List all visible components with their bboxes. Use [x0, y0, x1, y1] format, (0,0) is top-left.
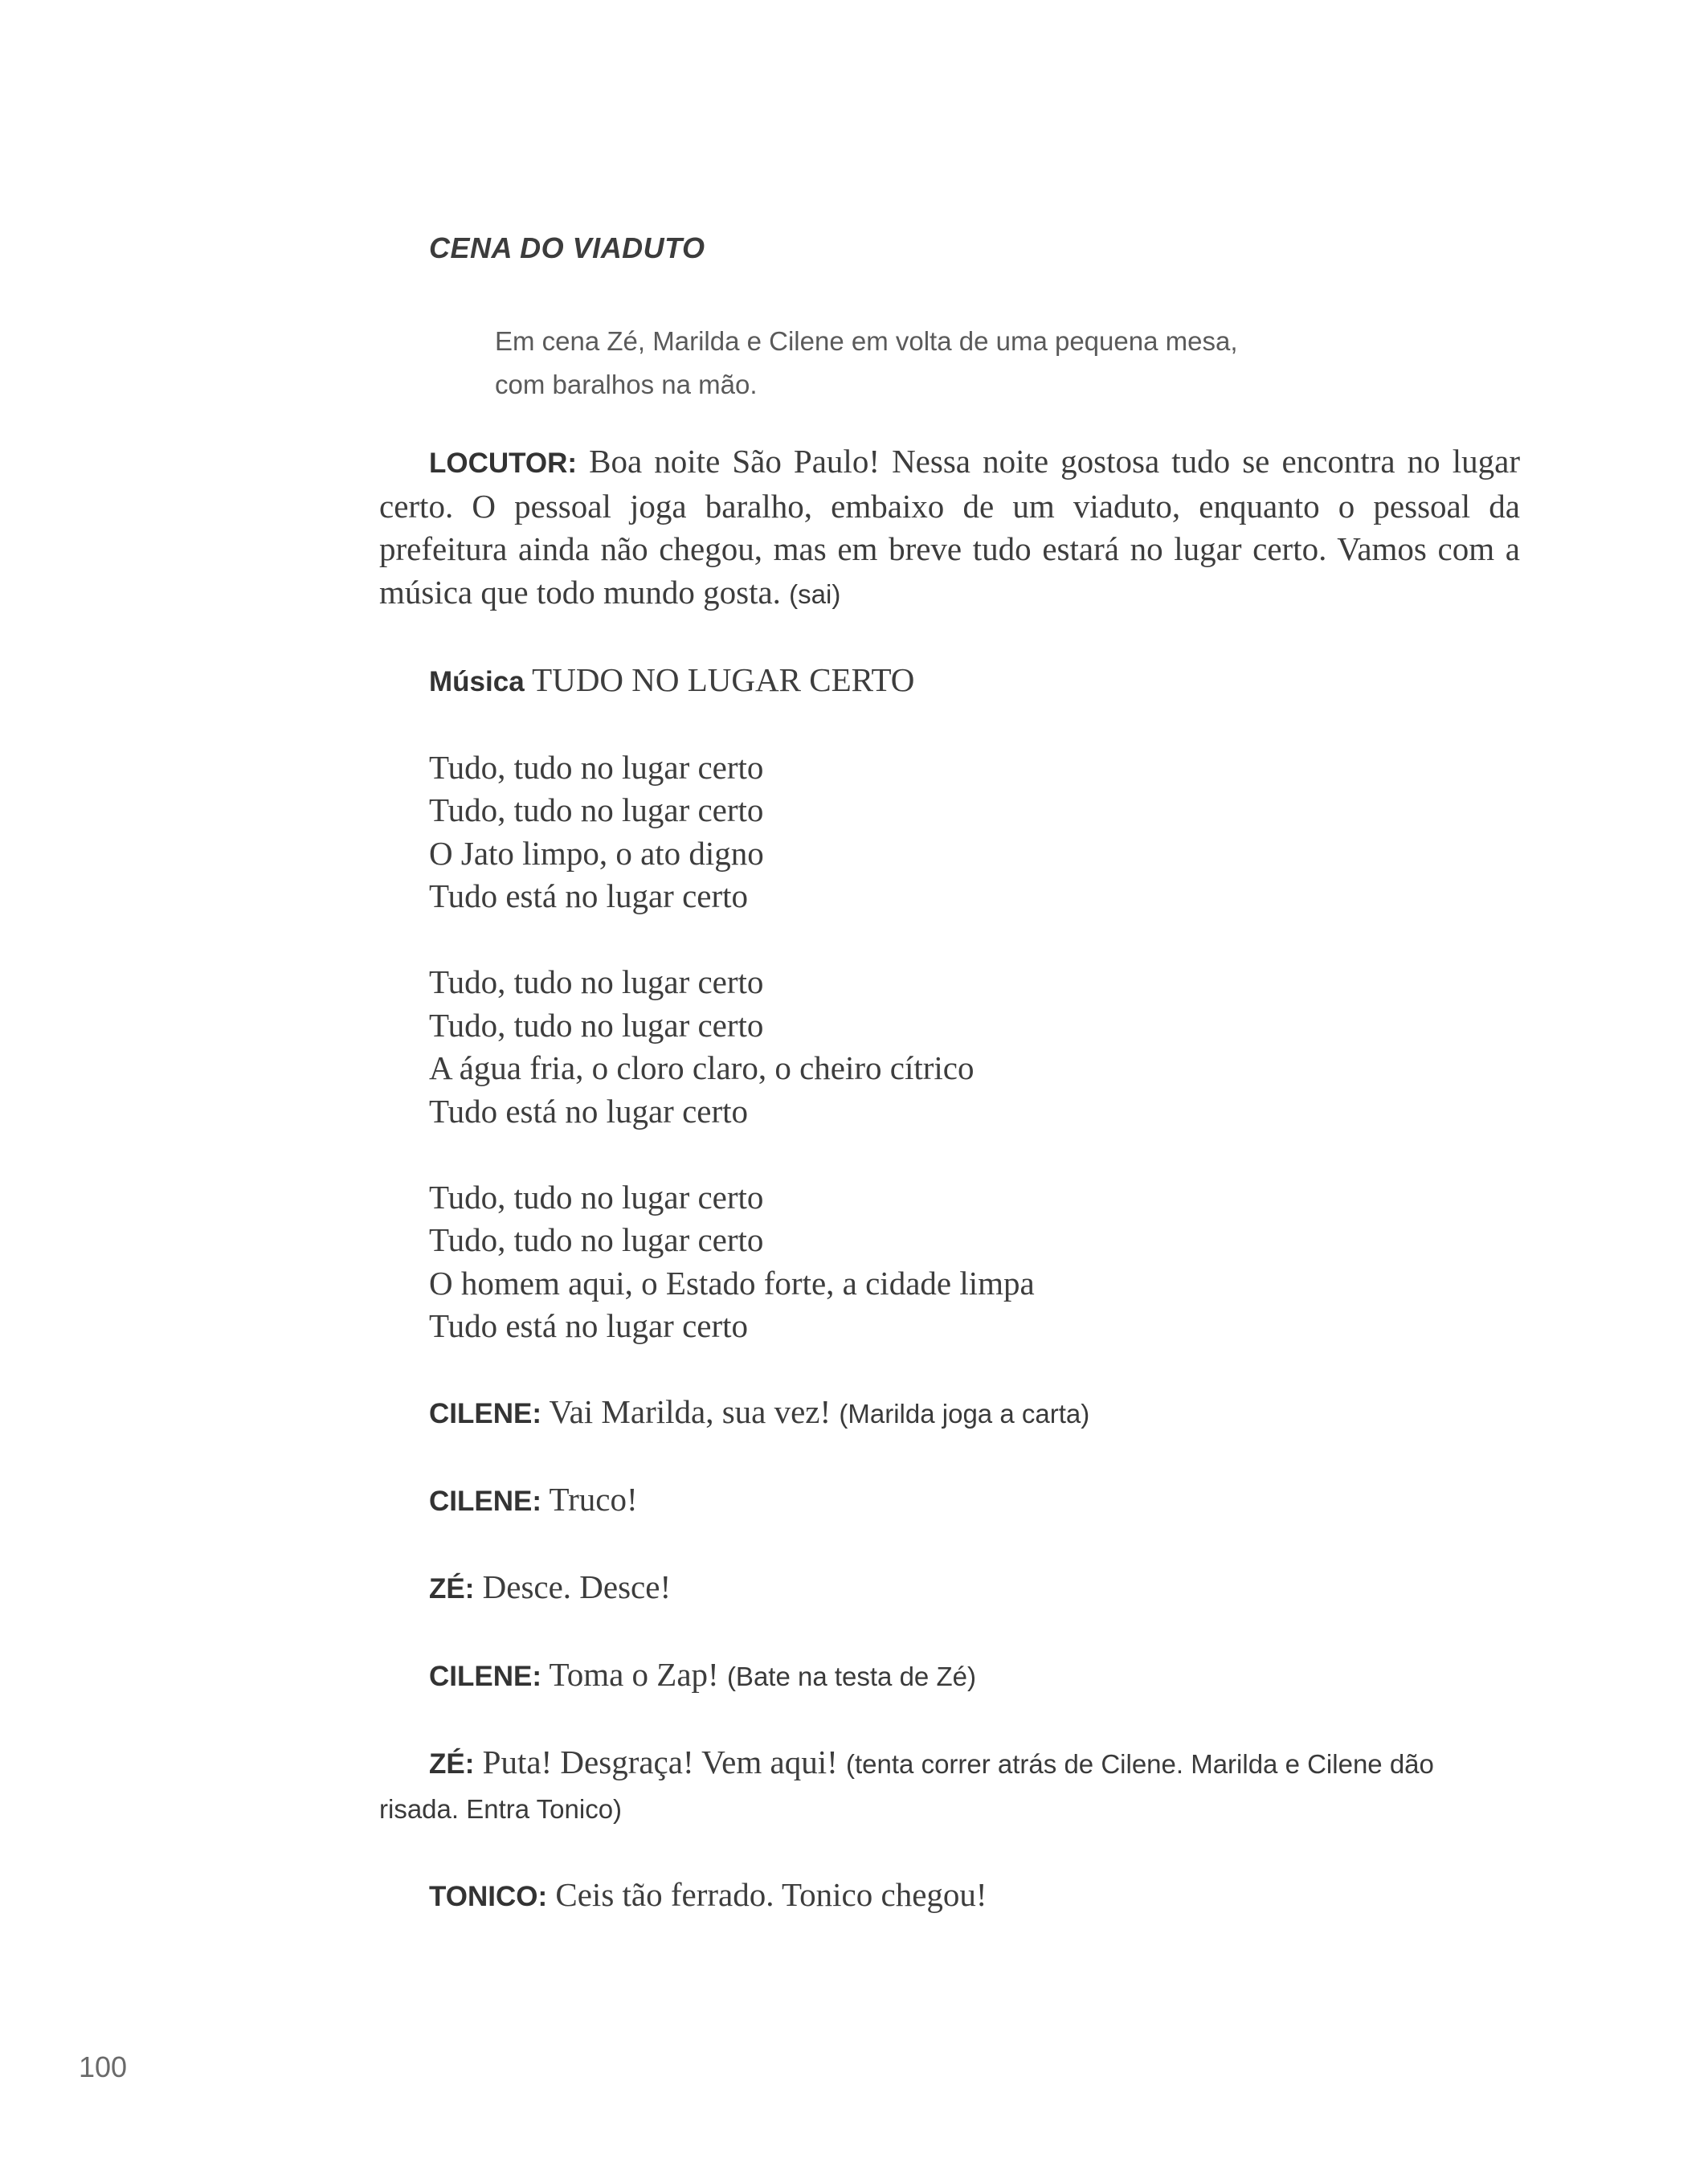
dialogue-line	[379, 1741, 1520, 1830]
dialogue-text: Puta! Desgraça! Vem aqui!	[474, 1744, 847, 1780]
lyric-line: O Jato limpo, o ato digno	[429, 834, 764, 872]
speaker-label: CILENE:	[429, 1398, 541, 1429]
dialogue-line	[379, 1874, 1520, 1919]
stage-direction-line: Em cena Zé, Marilda e Cilene em volta de uma pequena mesa,	[495, 326, 1238, 356]
dialogue-text: Truco!	[541, 1481, 638, 1518]
lyric-line: Tudo, tudo no lugar certo	[429, 748, 764, 786]
lyrics-stanza	[429, 746, 1520, 918]
dialogue-text: Vai Marilda, sua vez!	[541, 1393, 840, 1430]
lyric-line: Tudo, tudo no lugar certo	[429, 791, 764, 828]
lyric-line: A água fria, o cloro claro, o cheiro cítrico	[429, 1049, 975, 1086]
locutor-paragraph	[379, 440, 1520, 615]
lyric-line: Tudo está no lugar certo	[429, 1307, 749, 1344]
dialogue-line	[379, 1566, 1520, 1611]
lyric-line: Tudo, tudo no lugar certo	[429, 1178, 764, 1216]
script-body	[379, 440, 1520, 1961]
lyric-line: O homem aqui, o Estado forte, a cidade limpa	[429, 1264, 1035, 1302]
speaker-label: CILENE:	[429, 1661, 541, 1692]
stage-note: (tenta correr atrás de Cilene. Marilda e Cilene dão risada. Entra Tonico)	[379, 1749, 1434, 1824]
speaker-label: ZÉ:	[429, 1748, 475, 1780]
scene-title: CENA DO VIADUTO	[429, 231, 705, 264]
page-number: 100	[79, 2050, 128, 2083]
dialogue-text: Toma o Zap!	[541, 1656, 727, 1693]
dialogue-line	[379, 1654, 1520, 1699]
lyric-line: Tudo, tudo no lugar certo	[429, 1221, 764, 1258]
music-title: TUDO NO LUGAR CERTO	[524, 660, 915, 698]
speaker-label: TONICO:	[429, 1880, 548, 1912]
stage-direction	[495, 320, 1379, 407]
stage-note: (sai)	[789, 578, 841, 609]
speaker-label: CILENE:	[429, 1486, 541, 1517]
stage-note: (Bate na testa de Zé)	[726, 1662, 976, 1691]
stage-direction-line: com baralhos na mão.	[495, 370, 758, 399]
speaker-label: ZÉ:	[429, 1573, 475, 1605]
lyric-line: Tudo está no lugar certo	[429, 877, 749, 914]
dialogue-text: Ceis tão ferrado. Tonico chegou!	[547, 1875, 987, 1913]
dialogue-line	[379, 1391, 1520, 1436]
lyric-line: Tudo, tudo no lugar certo	[429, 963, 764, 1000]
speaker-label: LOCUTOR:	[429, 448, 578, 479]
music-label: Música	[429, 665, 525, 697]
lyrics-stanza	[429, 961, 1520, 1133]
lyrics-stanza	[429, 1176, 1520, 1348]
music-heading	[379, 659, 1520, 704]
dialogue-line	[379, 1478, 1520, 1523]
lyric-line: Tudo, tudo no lugar certo	[429, 1006, 764, 1044]
dialogue-text: Desce. Desce!	[474, 1568, 672, 1605]
stage-note: (Marilda joga a carta)	[839, 1399, 1090, 1429]
dialogue-text: Boa noite São Paulo! Nessa noite gostosa tudo se encontra no lugar certo. O pessoal joga baralho, embaixo de um viaduto, enquanto o pessoal da prefeitura ainda não chegou, mas em breve tudo estará no lugar certo. Vamos com a música que todo mundo gosta.	[379, 443, 1520, 611]
lyric-line: Tudo está no lugar certo	[429, 1092, 749, 1130]
